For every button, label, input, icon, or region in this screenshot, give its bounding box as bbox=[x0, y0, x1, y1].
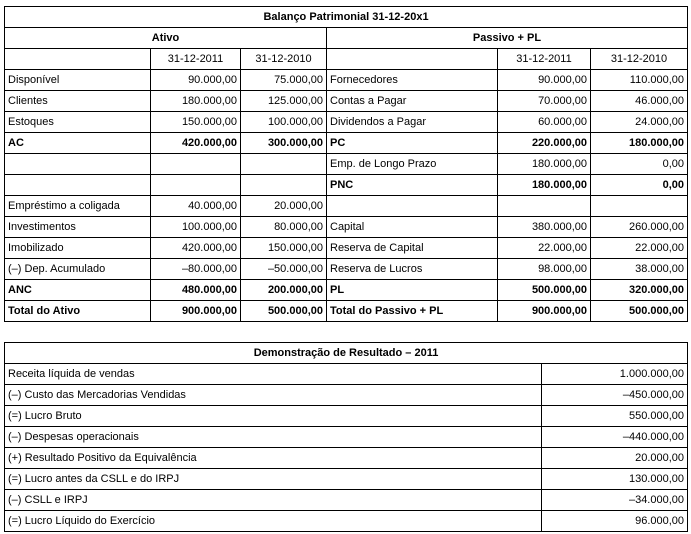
ativo-value-2011: –80.000,00 bbox=[151, 259, 241, 280]
ativo-header: Ativo bbox=[5, 28, 327, 49]
ativo-label bbox=[5, 154, 151, 175]
ativo-value-2011: 90.000,00 bbox=[151, 70, 241, 91]
passivo-value-2011: 98.000,00 bbox=[498, 259, 591, 280]
passivo-value-2010: 180.000,00 bbox=[591, 133, 688, 154]
passivo-label: PL bbox=[327, 280, 498, 301]
dre-row bbox=[5, 511, 688, 532]
ativo-label: Clientes bbox=[5, 91, 151, 112]
dre-label: (=) Lucro antes da CSLL e do IRPJ bbox=[5, 469, 542, 490]
passivo-label: PC bbox=[327, 133, 498, 154]
ativo-value-2011: 40.000,00 bbox=[151, 196, 241, 217]
balanco-row bbox=[5, 91, 688, 112]
passivo-label: Fornecedores bbox=[327, 70, 498, 91]
balanco-body bbox=[5, 70, 688, 322]
passivo-col-2010: 31-12-2010 bbox=[591, 49, 688, 70]
ativo-label: AC bbox=[5, 133, 151, 154]
passivo-value-2010: 0,00 bbox=[591, 175, 688, 196]
dre-label: (=) Lucro Líquido do Exercício bbox=[5, 511, 542, 532]
balanco-row bbox=[5, 196, 688, 217]
ativo-value-2011 bbox=[151, 154, 241, 175]
dre-row bbox=[5, 427, 688, 448]
ativo-value-2011 bbox=[151, 175, 241, 196]
passivo-value-2011: 500.000,00 bbox=[498, 280, 591, 301]
dre-value: –450.000,00 bbox=[542, 385, 688, 406]
dre-label: (=) Lucro Bruto bbox=[5, 406, 542, 427]
ativo-label: Total do Ativo bbox=[5, 301, 151, 322]
balanco-row bbox=[5, 70, 688, 91]
dre-row bbox=[5, 448, 688, 469]
ativo-value-2010: 75.000,00 bbox=[241, 70, 327, 91]
passivo-label bbox=[327, 196, 498, 217]
dre-value: 550.000,00 bbox=[542, 406, 688, 427]
dre-label: Receita líquida de vendas bbox=[5, 364, 542, 385]
passivo-header: Passivo + PL bbox=[327, 28, 688, 49]
balanco-row bbox=[5, 112, 688, 133]
passivo-value-2010: 320.000,00 bbox=[591, 280, 688, 301]
ativo-label: Investimentos bbox=[5, 217, 151, 238]
ativo-value-2010: 20.000,00 bbox=[241, 196, 327, 217]
dre-label: (–) Despesas operacionais bbox=[5, 427, 542, 448]
passivo-value-2011 bbox=[498, 196, 591, 217]
passivo-value-2011: 220.000,00 bbox=[498, 133, 591, 154]
passivo-value-2010 bbox=[591, 196, 688, 217]
dre-label: (–) Custo das Mercadorias Vendidas bbox=[5, 385, 542, 406]
passivo-value-2011: 180.000,00 bbox=[498, 154, 591, 175]
passivo-value-2011: 900.000,00 bbox=[498, 301, 591, 322]
ativo-label: Estoques bbox=[5, 112, 151, 133]
balanco-row bbox=[5, 259, 688, 280]
balanco-row bbox=[5, 238, 688, 259]
ativo-value-2010: 300.000,00 bbox=[241, 133, 327, 154]
balanco-title-row bbox=[5, 7, 688, 28]
dre-title-row bbox=[5, 343, 688, 364]
passivo-value-2011: 380.000,00 bbox=[498, 217, 591, 238]
balanco-row bbox=[5, 154, 688, 175]
balanco-date-header-row bbox=[5, 49, 688, 70]
ativo-label: Disponível bbox=[5, 70, 151, 91]
passivo-value-2010: 260.000,00 bbox=[591, 217, 688, 238]
ativo-value-2010 bbox=[241, 154, 327, 175]
dre-value: 20.000,00 bbox=[542, 448, 688, 469]
passivo-value-2011: 90.000,00 bbox=[498, 70, 591, 91]
ativo-label: ANC bbox=[5, 280, 151, 301]
dre-value: 1.000.000,00 bbox=[542, 364, 688, 385]
ativo-label: Imobilizado bbox=[5, 238, 151, 259]
ativo-value-2010: 80.000,00 bbox=[241, 217, 327, 238]
balanco-row bbox=[5, 217, 688, 238]
ativo-value-2010: 125.000,00 bbox=[241, 91, 327, 112]
balanco-section-header-row bbox=[5, 28, 688, 49]
ativo-value-2010: –50.000,00 bbox=[241, 259, 327, 280]
passivo-value-2011: 22.000,00 bbox=[498, 238, 591, 259]
passivo-label: Dividendos a Pagar bbox=[327, 112, 498, 133]
passivo-label: Emp. de Longo Prazo bbox=[327, 154, 498, 175]
dre-title: Demonstração de Resultado – 2011 bbox=[5, 343, 688, 364]
ativo-value-2010: 150.000,00 bbox=[241, 238, 327, 259]
passivo-col-2011: 31-12-2011 bbox=[498, 49, 591, 70]
dre-value: 130.000,00 bbox=[542, 469, 688, 490]
ativo-col-2011: 31-12-2011 bbox=[151, 49, 241, 70]
ativo-value-2010 bbox=[241, 175, 327, 196]
dre-row bbox=[5, 490, 688, 511]
balanco-title: Balanço Patrimonial 31-12-20x1 bbox=[5, 7, 688, 28]
passivo-value-2011: 70.000,00 bbox=[498, 91, 591, 112]
ativo-label bbox=[5, 175, 151, 196]
passivo-label: Contas a Pagar bbox=[327, 91, 498, 112]
passivo-value-2010: 46.000,00 bbox=[591, 91, 688, 112]
passivo-label: Reserva de Capital bbox=[327, 238, 498, 259]
passivo-label: PNC bbox=[327, 175, 498, 196]
passivo-value-2010: 110.000,00 bbox=[591, 70, 688, 91]
passivo-label: Capital bbox=[327, 217, 498, 238]
dre-label: (–) CSLL e IRPJ bbox=[5, 490, 542, 511]
dre-row bbox=[5, 406, 688, 427]
passivo-value-2010: 500.000,00 bbox=[591, 301, 688, 322]
ativo-col-2010: 31-12-2010 bbox=[241, 49, 327, 70]
passivo-value-2010: 0,00 bbox=[591, 154, 688, 175]
passivo-value-2011: 180.000,00 bbox=[498, 175, 591, 196]
passivo-label: Reserva de Lucros bbox=[327, 259, 498, 280]
ativo-value-2010: 500.000,00 bbox=[241, 301, 327, 322]
ativo-value-2011: 900.000,00 bbox=[151, 301, 241, 322]
ativo-value-2011: 480.000,00 bbox=[151, 280, 241, 301]
ativo-value-2011: 100.000,00 bbox=[151, 217, 241, 238]
dre-value: –34.000,00 bbox=[542, 490, 688, 511]
empty-cell bbox=[5, 49, 151, 70]
ativo-value-2010: 100.000,00 bbox=[241, 112, 327, 133]
ativo-value-2011: 150.000,00 bbox=[151, 112, 241, 133]
dre-row bbox=[5, 469, 688, 490]
dre-row bbox=[5, 364, 688, 385]
dre-body bbox=[5, 364, 688, 532]
ativo-value-2011: 180.000,00 bbox=[151, 91, 241, 112]
dre-value: –440.000,00 bbox=[542, 427, 688, 448]
empty-cell bbox=[327, 49, 498, 70]
ativo-value-2010: 200.000,00 bbox=[241, 280, 327, 301]
balanco-row bbox=[5, 133, 688, 154]
passivo-value-2011: 60.000,00 bbox=[498, 112, 591, 133]
dre-label: (+) Resultado Positivo da Equivalência bbox=[5, 448, 542, 469]
demonstracao-resultado-table bbox=[4, 342, 688, 532]
ativo-value-2011: 420.000,00 bbox=[151, 238, 241, 259]
ativo-value-2011: 420.000,00 bbox=[151, 133, 241, 154]
ativo-label: Empréstimo a coligada bbox=[5, 196, 151, 217]
dre-row bbox=[5, 385, 688, 406]
balanco-row bbox=[5, 301, 688, 322]
passivo-value-2010: 22.000,00 bbox=[591, 238, 688, 259]
passivo-label: Total do Passivo + PL bbox=[327, 301, 498, 322]
dre-value: 96.000,00 bbox=[542, 511, 688, 532]
passivo-value-2010: 38.000,00 bbox=[591, 259, 688, 280]
passivo-value-2010: 24.000,00 bbox=[591, 112, 688, 133]
ativo-label: (–) Dep. Acumulado bbox=[5, 259, 151, 280]
balanco-patrimonial-table bbox=[4, 6, 688, 322]
balanco-row bbox=[5, 280, 688, 301]
balanco-row bbox=[5, 175, 688, 196]
